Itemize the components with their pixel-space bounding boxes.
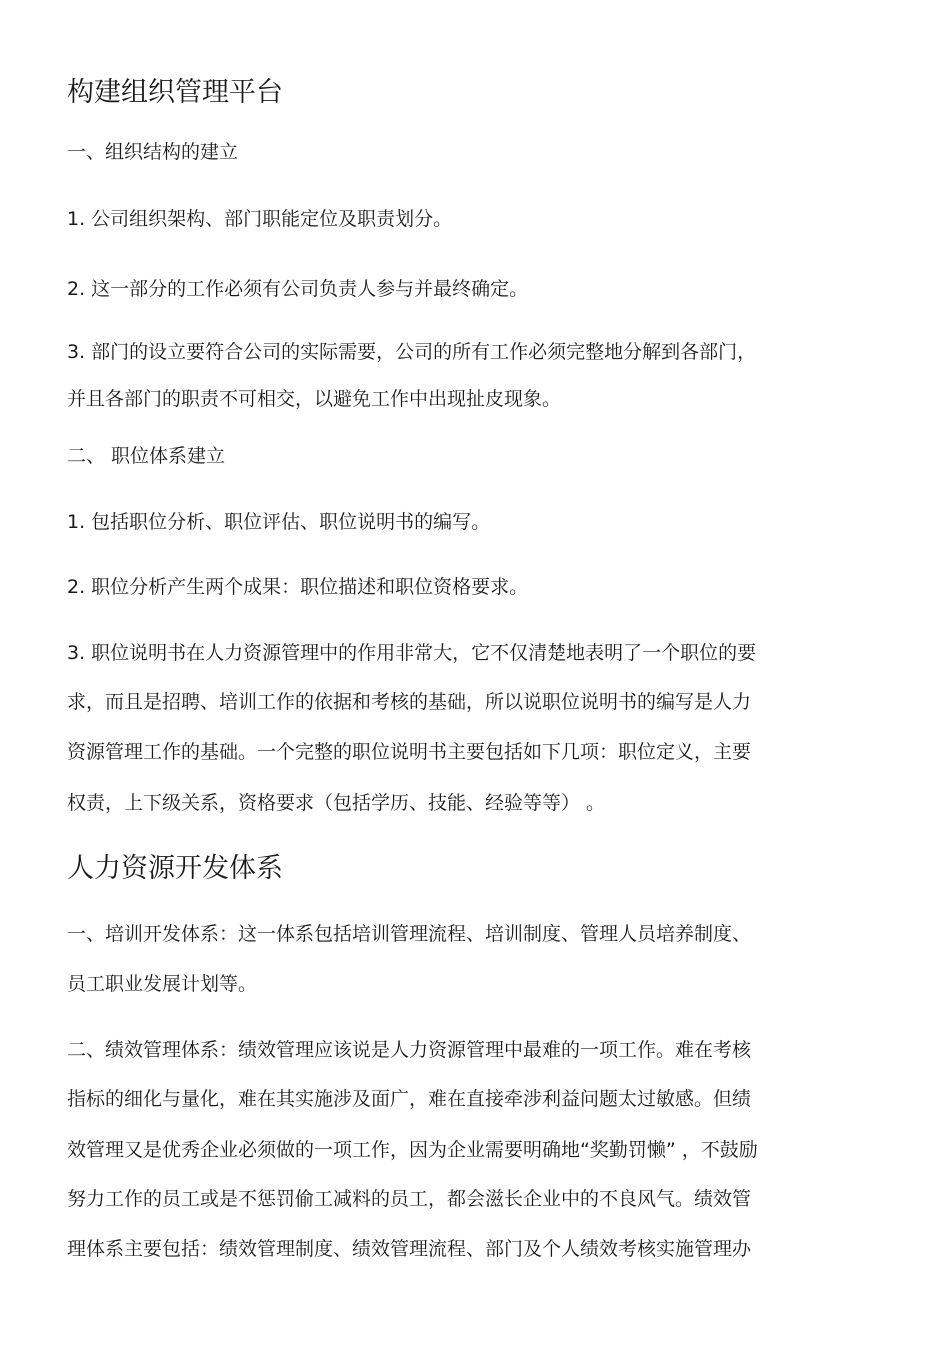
paragraph-line: 1. 公司组织架构、部门职能定位及职责划分。 xyxy=(67,208,453,230)
paragraph-line: 员工职业发展计划等。 xyxy=(67,973,258,995)
paragraph-line: 求，而且是招聘、培训工作的依据和考核的基础，所以说职位说明书的编写是人力 xyxy=(67,691,752,713)
paragraph-line: 权责，上下级关系，资格要求（包括学历、技能、经验等等） 。 xyxy=(67,792,606,814)
paragraph-line: 效管理又是优秀企业必须做的一项工作，因为企业需要明确地“奖勤罚懒” ，不鼓励 xyxy=(67,1139,758,1161)
paragraph-line: 1. 包括职位分析、职位评估、职位说明书的编写。 xyxy=(67,511,491,533)
paragraph-line: 理体系主要包括：绩效管理制度、绩效管理流程、部门及个人绩效考核实施管理办 xyxy=(67,1238,752,1260)
paragraph-line: 2. 这一部分的工作必须有公司负责人参与并最终确定。 xyxy=(67,278,529,300)
section-title: 构建组织管理平台 xyxy=(67,77,283,108)
subsection-heading: 一、组织结构的建立 xyxy=(67,141,239,163)
paragraph-line: 3. 职位说明书在人力资源管理中的作用非常大，它不仅清楚地表明了一个职位的要 xyxy=(67,642,757,664)
paragraph-line: 并且各部门的职责不可相交，以避免工作中出现扯皮现象。 xyxy=(67,388,562,410)
paragraph-line: 努力工作的员工或是不惩罚偷工减料的员工，都会滋长企业中的不良风气。绩效管 xyxy=(67,1188,752,1210)
paragraph-line: 2. 职位分析产生两个成果：职位描述和职位资格要求。 xyxy=(67,576,529,598)
subsection-heading: 二、 职位体系建立 xyxy=(67,445,226,467)
paragraph-line: 3. 部门的设立要符合公司的实际需要，公司的所有工作必须完整地分解到各部门， xyxy=(67,341,757,363)
paragraph-line: 指标的细化与量化，难在其实施涉及面广，难在直接牵涉利益问题太过敏感。但绩 xyxy=(67,1088,752,1110)
paragraph-line: 二、绩效管理体系：绩效管理应该说是人力资源管理中最难的一项工作。难在考核 xyxy=(67,1039,752,1061)
paragraph-line: 资源管理工作的基础。一个完整的职位说明书主要包括如下几项：职位定义，主要 xyxy=(67,741,752,763)
section-title: 人力资源开发体系 xyxy=(67,853,283,884)
paragraph-line: 一、培训开发体系：这一体系包括培训管理流程、培训制度、管理人员培养制度、 xyxy=(67,923,752,945)
